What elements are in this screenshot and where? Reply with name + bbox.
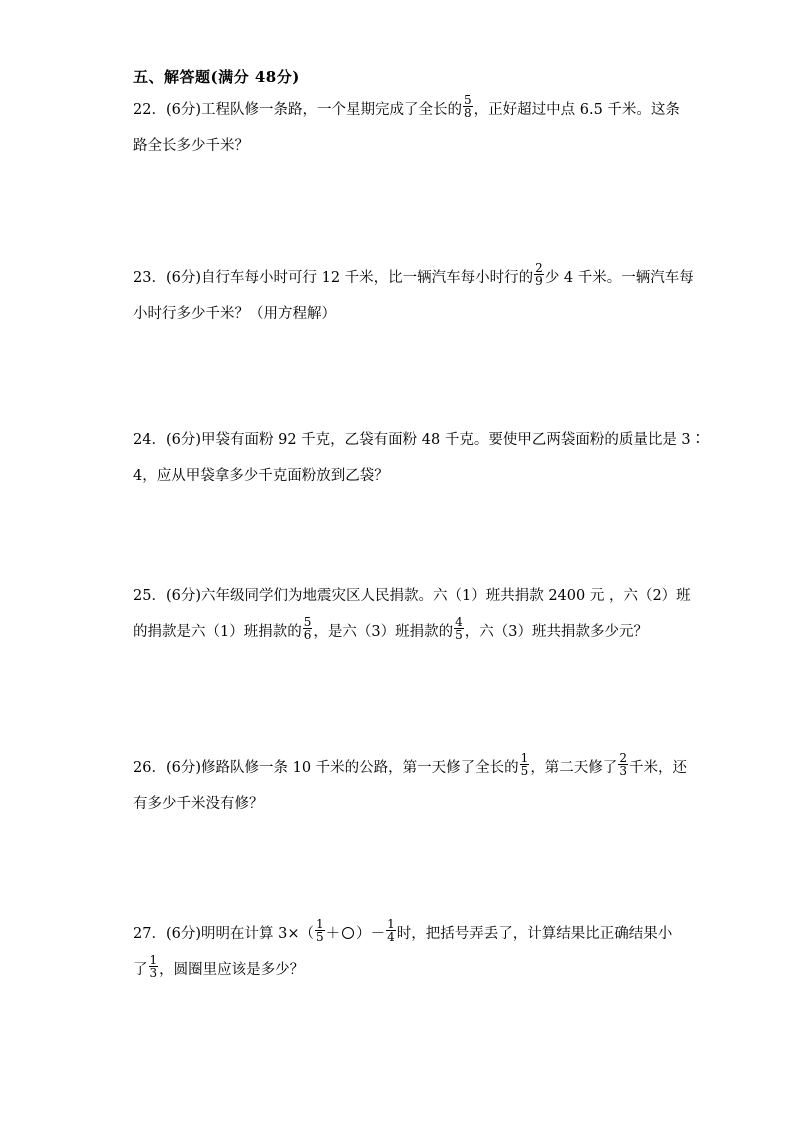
fraction bbox=[520, 752, 530, 777]
question-line bbox=[133, 614, 663, 642]
fraction-numerator: 4 bbox=[455, 614, 463, 629]
question-text: 路全长多少千米？ bbox=[133, 138, 249, 154]
fraction-denominator: 3 bbox=[619, 763, 627, 778]
fraction-denominator: 3 bbox=[149, 965, 158, 980]
question-22 bbox=[133, 92, 680, 156]
question-text: 千米，还 bbox=[628, 760, 687, 776]
question-text: ）－ bbox=[356, 926, 386, 942]
fraction bbox=[618, 752, 628, 777]
question-line bbox=[133, 952, 663, 980]
question-23 bbox=[133, 260, 694, 324]
question-line bbox=[133, 794, 663, 814]
question-text: 26．(6分)修路队修一条 10 千米的公路，第一天修了全长的 bbox=[133, 760, 519, 776]
fraction-numerator: 1 bbox=[387, 916, 395, 931]
question-text: 27．(6分)明明在计算 3×（ bbox=[133, 926, 314, 942]
question-text: ，是六（3）班捐款的 bbox=[313, 624, 454, 640]
fraction-numerator: 5 bbox=[464, 92, 472, 107]
question-text: ＋ bbox=[325, 926, 341, 942]
question-text: ，第二天修了 bbox=[530, 760, 618, 776]
fraction bbox=[534, 262, 544, 287]
question-25 bbox=[133, 586, 691, 642]
question-24 bbox=[133, 430, 706, 486]
question-text: 24．(6分)甲袋有面粉 92 千克，乙袋有面粉 48 千克。要使甲乙两袋面粉的质量比是 3∶ bbox=[133, 432, 706, 448]
fraction bbox=[463, 94, 473, 119]
question-text: 22．(6分)工程队修一条路，一个星期完成了全长的 bbox=[133, 102, 462, 118]
question-line bbox=[133, 750, 687, 778]
fraction-numerator: 1 bbox=[149, 952, 158, 967]
question-text: 时，把括号弄丢了，计算结果比正确结果小 bbox=[396, 926, 673, 942]
fraction-denominator: 5 bbox=[315, 929, 324, 944]
question-text: ，圆圈里应该是多少？ bbox=[159, 962, 305, 978]
fraction bbox=[315, 918, 325, 943]
question-line bbox=[133, 466, 663, 486]
question-text: 少 4 千米。一辆汽车每 bbox=[544, 270, 694, 286]
question-text: 23．(6分)自行车每小时可行 12 千米，比一辆汽车每小时行的 bbox=[133, 270, 534, 286]
fraction-denominator: 4 bbox=[387, 929, 395, 944]
fraction-denominator: 8 bbox=[464, 105, 472, 120]
fraction-denominator: 5 bbox=[455, 627, 463, 642]
question-text: 25．(6分)六年级同学们为地震灾区人民捐款。六（1）班共捐款 2400 元 ，六（2）班 bbox=[133, 588, 691, 604]
question-line bbox=[133, 92, 680, 120]
fraction-numerator: 1 bbox=[520, 750, 529, 765]
question-26 bbox=[133, 750, 687, 814]
question-text: 有多少千米没有修？ bbox=[133, 796, 264, 812]
fraction bbox=[149, 954, 159, 979]
question-line bbox=[133, 586, 691, 606]
question-line bbox=[133, 916, 673, 944]
question-line bbox=[133, 430, 706, 450]
question-text: ，六（3）班共捐款多少元？ bbox=[464, 624, 648, 640]
fraction-denominator: 6 bbox=[303, 627, 312, 642]
question-text: ，正好超过中点 6.5 千米。这条 bbox=[473, 102, 680, 118]
fraction bbox=[303, 616, 313, 641]
fraction bbox=[386, 918, 396, 943]
section-title: 五、解答题(满分 48分) bbox=[133, 68, 300, 86]
question-text: 的捐款是六（1）班捐款的 bbox=[133, 624, 302, 640]
question-line bbox=[133, 260, 694, 288]
fraction-numerator: 5 bbox=[303, 614, 312, 629]
question-27 bbox=[133, 916, 673, 980]
question-text: 了 bbox=[133, 962, 148, 978]
question-text: 小时行多少千米？（用方程解） bbox=[133, 306, 336, 322]
blank-circle-icon bbox=[342, 927, 354, 939]
fraction bbox=[454, 616, 464, 641]
fraction-denominator: 5 bbox=[520, 763, 529, 778]
fraction-numerator: 2 bbox=[619, 750, 627, 765]
question-text: 4，应从甲袋拿多少千克面粉放到乙袋？ bbox=[133, 468, 389, 484]
fraction-numerator: 2 bbox=[535, 260, 543, 275]
fraction-denominator: 9 bbox=[535, 273, 543, 288]
question-line bbox=[133, 136, 663, 156]
question-line bbox=[133, 304, 663, 324]
fraction-numerator: 1 bbox=[315, 916, 324, 931]
